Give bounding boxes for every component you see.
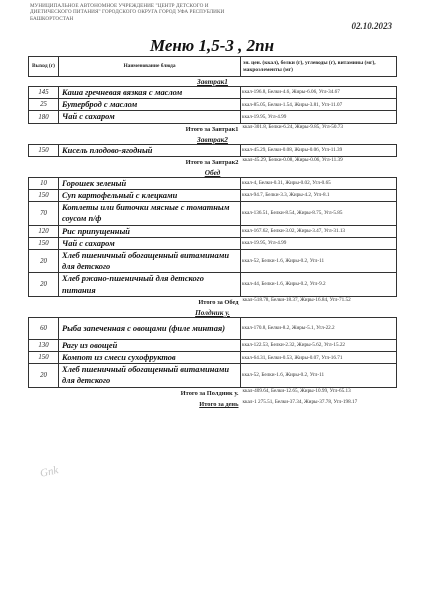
dish-name: Чай с сахаром bbox=[59, 111, 241, 123]
dish-row bbox=[29, 339, 397, 351]
dish-nutrition: ккал-167.62, Белки-3.02, Жиры-3.47, Угл-31.13 bbox=[241, 225, 397, 237]
section-row bbox=[29, 308, 397, 318]
section-total-label: Итого за Обед bbox=[198, 298, 239, 306]
dish-name: Кисель плодово-ягодный bbox=[59, 144, 241, 156]
dish-name: Бутерброд с маслом bbox=[59, 99, 241, 111]
dish-output: 145 bbox=[29, 87, 59, 99]
dish-output: 130 bbox=[29, 339, 59, 351]
section-total-label: Итого за Завтрак1 bbox=[185, 125, 239, 133]
dish-name: Суп картофельный с клецками bbox=[59, 190, 241, 202]
column-header-name: Наименование блюда bbox=[59, 57, 241, 77]
dish-nutrition: ккал-4, Белки-0.31, Жиры-0.02, Угл-0.65 bbox=[241, 177, 397, 189]
dish-output: 120 bbox=[29, 225, 59, 237]
dish-row bbox=[29, 250, 397, 273]
org-line: МУНИЦИПАЛЬНОЕ АВТОНОМНОЕ УЧРЕЖДЕНИЕ "ЦЕНТР ДЕТСКОГО И bbox=[30, 3, 209, 9]
dish-name: Горошек зеленый bbox=[59, 177, 241, 189]
dish-nutrition: ккал-19.95, Угл-4.99 bbox=[241, 237, 397, 249]
dish-row bbox=[29, 364, 397, 387]
dish-nutrition: ккал-94.7, Белки-3.3, Жиры-4.2, Угл-8.1 bbox=[241, 190, 397, 202]
dish-output: 150 bbox=[29, 237, 59, 249]
section-title: Завтрак2 bbox=[197, 134, 228, 144]
section-total-value: ккал-45.29, Белки-0.08, Жиры-0.06, Угл-11.39 bbox=[242, 156, 343, 163]
org-line: ДИЕТИЧЕСКОГО ПИТАНИЯ" ГОРОДСКОГО ОКРУГА ГОРОД УФА РЕСПУБЛИКИ bbox=[30, 9, 225, 16]
org-line: БАШКОРТОСТАН bbox=[30, 15, 74, 22]
dish-name: Хлеб пшеничный обогащенный витаминами для детского bbox=[59, 364, 241, 387]
section-total-row bbox=[29, 123, 397, 135]
dish-nutrition: ккал-44, Белки-1.6, Жиры-0.2, Угл-9.2 bbox=[241, 273, 397, 296]
dish-output: 180 bbox=[29, 111, 59, 123]
dish-row bbox=[29, 237, 397, 249]
dish-name: Котлеты или биточки мясные с томатным соусом п/ф bbox=[59, 202, 241, 225]
day-total-label: Итого за день bbox=[199, 400, 239, 408]
dish-name: Чай с сахаром bbox=[59, 237, 241, 249]
dish-output: 10 bbox=[29, 177, 59, 189]
dish-row bbox=[29, 317, 397, 339]
dish-output: 150 bbox=[29, 190, 59, 202]
dish-row bbox=[29, 273, 397, 296]
section-total-row bbox=[29, 387, 397, 399]
dish-name: Компот из смеси сухофруктов bbox=[59, 352, 241, 364]
dish-row bbox=[29, 190, 397, 202]
section-total-row bbox=[29, 296, 397, 308]
section-total-value: ккал-301.8, Белки-6.24, Жиры-9.85, Угл-50.73 bbox=[242, 123, 343, 130]
column-header-output: Выход (г) bbox=[29, 57, 59, 77]
dish-name: Каша гречневая вязкая с маслом bbox=[59, 87, 241, 99]
dish-nutrition: ккал-19.95, Угл-4.99 bbox=[241, 111, 397, 123]
dish-output: 20 bbox=[29, 273, 59, 296]
section-total-value: ккал-518.78, Белки-18.37, Жиры-16.84, Угл-71.52 bbox=[242, 296, 351, 303]
dish-output: 150 bbox=[29, 144, 59, 156]
dish-name: Рис припущенный bbox=[59, 225, 241, 237]
dish-row bbox=[29, 99, 397, 111]
dish-output: 70 bbox=[29, 202, 59, 225]
dish-output: 20 bbox=[29, 250, 59, 273]
dish-row bbox=[29, 87, 397, 99]
dish-nutrition: ккал-122.53, Белки-2.32, Жиры-5.62, Угл-15.22 bbox=[241, 339, 397, 351]
signature: Gnk bbox=[38, 464, 60, 480]
dish-nutrition: ккал-170.8, Белки-8.2, Жиры-5.1, Угл-22.2 bbox=[241, 317, 397, 339]
section-total-value: ккал-409.64, Белки-12.65, Жиры-10.99, Угл-65.13 bbox=[242, 387, 351, 394]
section-total-label: Итого за Завтрак2 bbox=[185, 158, 239, 166]
table-header-row bbox=[29, 57, 397, 77]
menu-title: Меню 1,5-3 , 2пн bbox=[149, 36, 275, 55]
menu-body bbox=[29, 77, 397, 410]
section-row bbox=[29, 135, 397, 145]
day-total-value: ккал-1 275.51, Белки-37.34, Жиры-37.78, Угл-198.17 bbox=[242, 398, 358, 405]
section-total-row bbox=[29, 156, 397, 168]
dish-name: Хлеб пшеничный обогащенный витаминами для детского bbox=[59, 250, 241, 273]
dish-row bbox=[29, 225, 397, 237]
dish-nutrition: ккал-52, Белки-1.6, Жиры-0.2, Угл-11 bbox=[241, 250, 397, 273]
section-title: Завтрак1 bbox=[197, 77, 228, 86]
dish-nutrition: ккал-52, Белки-1.6, Жиры-0.2, Угл-11 bbox=[241, 364, 397, 387]
menu-date: 02.10.2023 bbox=[351, 21, 392, 31]
dish-row bbox=[29, 111, 397, 123]
dish-name: Рыба запеченная с овощами (филе минтая) bbox=[59, 317, 241, 339]
dish-row bbox=[29, 202, 397, 225]
dish-row bbox=[29, 144, 397, 156]
dish-row bbox=[29, 177, 397, 189]
dish-row bbox=[29, 352, 397, 364]
section-row bbox=[29, 77, 397, 87]
dish-nutrition: ккал-45.29, Белки-0.08, Жиры-0.06, Угл-11.39 bbox=[241, 144, 397, 156]
dish-nutrition: ккал-85.05, Белки-1.54, Жиры-3.81, Угл-11.07 bbox=[241, 99, 397, 111]
section-row bbox=[29, 168, 397, 178]
dish-nutrition: ккал-64.31, Белки-0.53, Жиры-0.07, Угл-16.71 bbox=[241, 352, 397, 364]
dish-name: Рагу из овощей bbox=[59, 339, 241, 351]
column-header-nutrition: эн. цен. (ккал), белки (г), углеводы (г), витамины (мг), макроэлементы (мг) bbox=[241, 57, 397, 77]
section-title: Обед bbox=[204, 167, 221, 177]
dish-output: 20 bbox=[29, 364, 59, 387]
organization-name bbox=[30, 3, 330, 22]
section-total-label: Итого за Полдник у. bbox=[180, 389, 239, 397]
dish-output: 150 bbox=[29, 352, 59, 364]
dish-name: Хлеб ржано-пшеничный для детского питания bbox=[59, 273, 241, 296]
day-total-row bbox=[29, 399, 397, 410]
dish-nutrition: ккал-196.8, Белки-4.6, Жиры-6.06, Угл-34.67 bbox=[241, 87, 397, 99]
dish-output: 60 bbox=[29, 317, 59, 339]
dish-output: 25 bbox=[29, 99, 59, 111]
section-title: Полдник у. bbox=[195, 307, 230, 317]
menu-table bbox=[28, 56, 397, 410]
dish-nutrition: ккал-136.51, Белки-8.54, Жиры-8.75, Угл-5.85 bbox=[241, 202, 397, 225]
